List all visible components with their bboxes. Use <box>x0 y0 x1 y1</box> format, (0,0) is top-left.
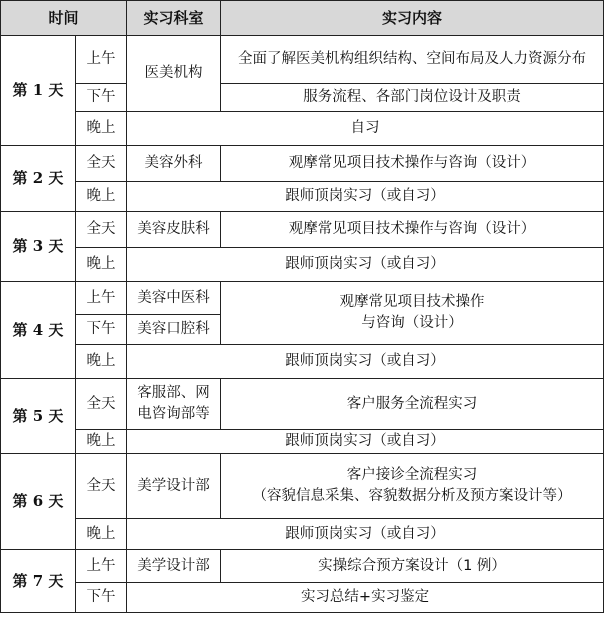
period-cell: 晚上 <box>76 430 127 454</box>
dept-cell: 美容中医科 <box>127 282 221 315</box>
day-label: 第 6 天 <box>1 454 76 550</box>
table-row <box>1 212 604 248</box>
dept-cell <box>127 379 221 430</box>
period-cell: 下午 <box>76 583 127 613</box>
header-content: 实习内容 <box>221 1 604 36</box>
period-cell: 晚上 <box>76 519 127 550</box>
table-row <box>1 519 604 550</box>
content-cell: 自习 <box>127 112 604 146</box>
content-cell: 跟师顶岗实习（或自习） <box>127 182 604 212</box>
content-line: 观摩常见项目技术操作 <box>339 294 485 310</box>
content-cell <box>221 454 604 519</box>
day-label: 第 7 天 <box>1 550 76 613</box>
period-cell: 上午 <box>76 550 127 583</box>
dept-cell: 美容皮肤科 <box>127 212 221 248</box>
content-cell: 观摩常见项目技术操作与咨询（设计） <box>221 146 604 182</box>
dept-cell: 美学设计部 <box>127 454 221 519</box>
content-cell: 跟师顶岗实习（或自习） <box>127 519 604 550</box>
table-row <box>1 430 604 454</box>
table-row <box>1 345 604 379</box>
dept-cell: 医美机构 <box>127 36 221 112</box>
header-time: 时间 <box>1 1 127 36</box>
day-label: 第 4 天 <box>1 282 76 379</box>
period-cell: 晚上 <box>76 182 127 212</box>
header-row <box>1 1 604 36</box>
period-cell: 下午 <box>76 315 127 345</box>
day-label: 第 5 天 <box>1 379 76 454</box>
content-cell <box>221 282 604 345</box>
period-cell: 晚上 <box>76 248 127 282</box>
table-row <box>1 182 604 212</box>
dept-cell: 美容外科 <box>127 146 221 182</box>
content-cell: 跟师顶岗实习（或自习） <box>127 345 604 379</box>
table-row <box>1 112 604 146</box>
dept-cell: 美容口腔科 <box>127 315 221 345</box>
dept-line: 电咨询部等 <box>137 406 210 422</box>
table-row <box>1 36 604 84</box>
period-cell: 下午 <box>76 84 127 112</box>
content-line: （容貌信息采集、容貌数据分析及预方案设计等） <box>252 488 572 504</box>
content-line: 与咨询（设计） <box>361 315 463 331</box>
table-row <box>1 282 604 315</box>
period-cell: 全天 <box>76 212 127 248</box>
header-dept: 实习科室 <box>127 1 221 36</box>
period-cell: 晚上 <box>76 112 127 146</box>
dept-cell: 美学设计部 <box>127 550 221 583</box>
table-row <box>1 84 604 112</box>
content-cell: 服务流程、各部门岗位设计及职责 <box>221 84 604 112</box>
period-cell: 全天 <box>76 146 127 182</box>
content-line: 客户接诊全流程实习 <box>346 467 478 483</box>
content-cell: 客户服务全流程实习 <box>221 379 604 430</box>
day-label: 第 1 天 <box>1 36 76 146</box>
day-label: 第 2 天 <box>1 146 76 212</box>
table-row <box>1 379 604 430</box>
dept-line: 客服部、网 <box>137 385 210 401</box>
content-cell: 实操综合预方案设计（1 例） <box>221 550 604 583</box>
period-cell: 上午 <box>76 282 127 315</box>
table-row <box>1 454 604 519</box>
content-cell: 跟师顶岗实习（或自习） <box>127 430 604 454</box>
table-row <box>1 248 604 282</box>
content-cell: 实习总结+实习鉴定 <box>127 583 604 613</box>
period-cell: 上午 <box>76 36 127 84</box>
table-row <box>1 583 604 613</box>
period-cell: 全天 <box>76 454 127 519</box>
day-label: 第 3 天 <box>1 212 76 282</box>
table-row <box>1 146 604 182</box>
table-row <box>1 550 604 583</box>
period-cell: 全天 <box>76 379 127 430</box>
content-cell: 观摩常见项目技术操作与咨询（设计） <box>221 212 604 248</box>
content-cell: 跟师顶岗实习（或自习） <box>127 248 604 282</box>
period-cell: 晚上 <box>76 345 127 379</box>
content-cell: 全面了解医美机构组织结构、空间布局及人力资源分布 <box>221 36 604 84</box>
